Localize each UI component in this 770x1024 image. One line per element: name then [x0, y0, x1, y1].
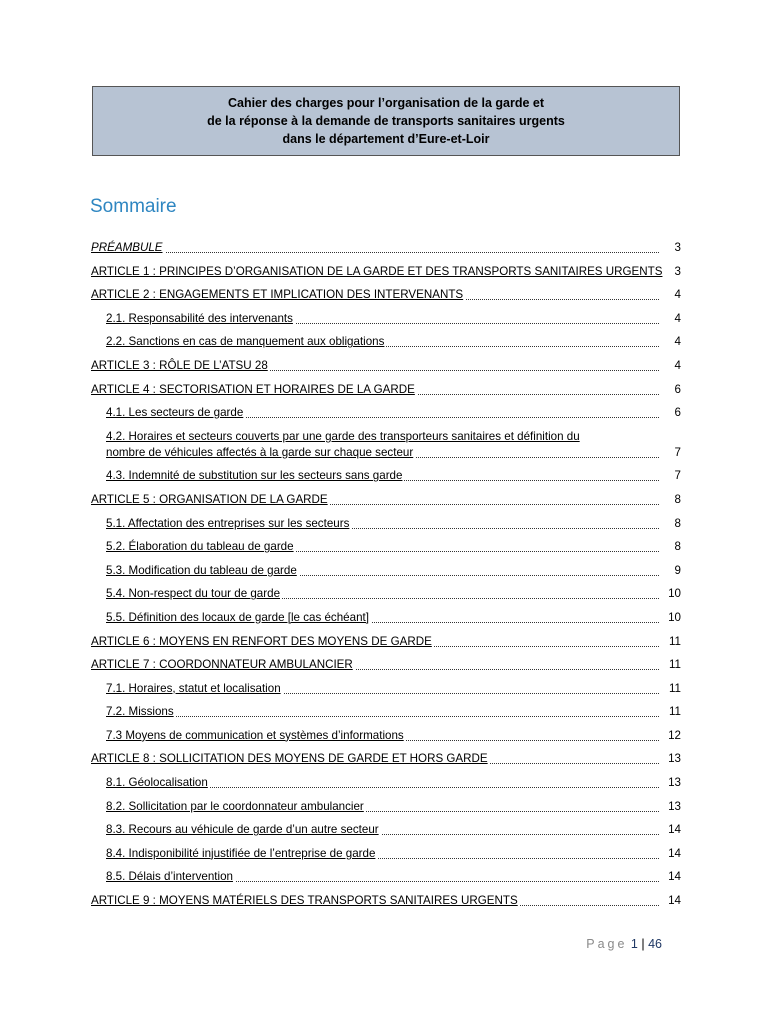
toc-entry-label[interactable]: ARTICLE 8 : SOLLICITATION DES MOYENS DE GARDE ET HORS GARDE: [91, 752, 488, 766]
title-line-3: dans le département d’Eure-et-Loir: [282, 132, 490, 146]
toc-entry[interactable]: [91, 751, 681, 767]
toc-entry[interactable]: [91, 468, 681, 484]
toc-entry[interactable]: [91, 563, 681, 579]
toc-entry-label[interactable]: 5.2. Élaboration du tableau de garde: [106, 540, 294, 554]
toc-dot-leader: [106, 716, 659, 717]
current-page-number: 1: [630, 937, 638, 951]
page-footer: [586, 937, 662, 951]
toc-entry[interactable]: [91, 287, 681, 303]
toc-entry-label[interactable]: ARTICLE 7 : COORDONNATEUR AMBULANCIER: [91, 658, 353, 672]
toc-entry-label[interactable]: 8.1. Géolocalisation: [106, 776, 208, 790]
toc-entry-label[interactable]: 5.4. Non-respect du tour de garde: [106, 587, 281, 601]
toc-entry[interactable]: [91, 704, 681, 720]
toc-entry-label[interactable]: 7.3 Moyens de communication et systèmes d’informations: [106, 728, 404, 742]
toc-entry[interactable]: [91, 799, 681, 815]
toc-entry-page: 9: [672, 563, 681, 579]
toc-entry[interactable]: [91, 539, 681, 555]
toc-entry[interactable]: [91, 586, 681, 602]
toc-entry-page: 3: [672, 240, 681, 256]
toc-entry-page: 8: [672, 516, 681, 532]
table-of-contents: [91, 240, 681, 917]
toc-entry-label[interactable]: 8.3. Recours au véhicule de garde d’un autre secteur: [106, 823, 379, 837]
toc-entry-label[interactable]: ARTICLE 5 : ORGANISATION DE LA GARDE: [91, 492, 328, 506]
toc-entry-page: 11: [666, 657, 681, 673]
toc-entry-page: 8: [672, 492, 681, 508]
toc-entry-label[interactable]: 8.2. Sollicitation par le coordonnateur ambulancier: [106, 799, 364, 813]
toc-dot-leader: [91, 252, 659, 253]
toc-entry-label[interactable]: ARTICLE 2 : ENGAGEMENTS ET IMPLICATION DES INTERVENANTS: [91, 288, 464, 302]
toc-entry-page: 11: [666, 634, 681, 650]
page-word: Page: [586, 937, 628, 951]
toc-entry[interactable]: [91, 728, 681, 744]
toc-entry[interactable]: [91, 382, 681, 398]
toc-entry-label[interactable]: ARTICLE 4 : SECTORISATION ET HORAIRES DE LA GARDE: [91, 382, 415, 396]
toc-entry-page: 14: [665, 869, 681, 885]
document-title-box: [92, 86, 680, 156]
toc-entry[interactable]: [91, 822, 681, 838]
toc-entry[interactable]: [91, 893, 681, 909]
toc-entry-page: 6: [672, 382, 681, 398]
toc-entry-label[interactable]: 5.1. Affectation des entreprises sur les secteurs: [106, 516, 350, 530]
toc-entry[interactable]: [91, 516, 681, 532]
toc-entry-page: 13: [665, 751, 681, 767]
toc-entry-label[interactable]: 5.5. Définition des locaux de garde [le cas échéant]: [106, 610, 369, 624]
toc-entry-label[interactable]: ARTICLE 3 : RÔLE DE L’ATSU 28: [91, 358, 268, 372]
toc-entry-label[interactable]: 5.3. Modification du tableau de garde: [106, 563, 297, 577]
toc-entry-label-continued[interactable]: nombre de véhicules affectés à la garde sur chaque secteur: [106, 445, 414, 459]
toc-entry-page: 4: [672, 287, 681, 303]
toc-entry[interactable]: [91, 311, 681, 327]
toc-entry[interactable]: [91, 358, 681, 374]
title-line-1: Cahier des charges pour l’organisation de la garde et: [227, 96, 545, 110]
toc-entry-page: 11: [666, 681, 681, 697]
toc-entry-page: 3: [672, 264, 681, 280]
toc-entry-label[interactable]: 8.5. Délais d’intervention: [106, 870, 233, 884]
toc-entry-page: 13: [665, 799, 681, 815]
toc-entry[interactable]: [91, 681, 681, 697]
toc-entry[interactable]: [91, 429, 681, 461]
toc-entry-page: 7: [672, 445, 681, 461]
toc-entry-page: 10: [665, 586, 681, 602]
toc-entry[interactable]: [91, 334, 681, 350]
toc-entry[interactable]: [91, 264, 681, 280]
toc-entry-label[interactable]: 7.1. Horaires, statut et localisation: [106, 681, 281, 695]
toc-entry[interactable]: [91, 657, 681, 673]
toc-entry-page: 6: [672, 405, 681, 421]
toc-entry-label[interactable]: ARTICLE 1 : PRINCIPES D’ORGANISATION DE LA GARDE ET DES TRANSPORTS SANITAIRES URGENTS: [91, 264, 663, 278]
toc-entry-page: 13: [665, 775, 681, 791]
toc-entry-page: 4: [672, 334, 681, 350]
toc-entry-page: 7: [672, 468, 681, 484]
toc-entry[interactable]: [91, 775, 681, 791]
toc-entry-label[interactable]: PRÉAMBULE: [91, 241, 163, 254]
toc-entry-page: 8: [672, 539, 681, 555]
toc-entry[interactable]: [91, 405, 681, 421]
toc-entry[interactable]: [91, 846, 681, 862]
toc-entry-page: 12: [665, 728, 681, 744]
toc-entry-label[interactable]: 4.2. Horaires et secteurs couverts par une garde des transporteurs sanitaires et définition du: [106, 429, 580, 443]
title-line-2: de la réponse à la demande de transports sanitaires urgents: [207, 114, 565, 128]
toc-entry-label[interactable]: 4.1. Les secteurs de garde: [106, 406, 244, 420]
toc-entry-label[interactable]: 8.4. Indisponibilité injustifiée de l’entreprise de garde: [106, 846, 376, 860]
page-separator: |: [641, 937, 645, 951]
toc-entry-label[interactable]: 7.2. Missions: [106, 705, 174, 719]
toc-entry-label[interactable]: 2.1. Responsabilité des intervenants: [106, 311, 293, 325]
toc-entry-page: 14: [665, 893, 681, 909]
toc-entry-page: 14: [665, 822, 681, 838]
toc-entry-label[interactable]: ARTICLE 6 : MOYENS EN RENFORT DES MOYENS DE GARDE: [91, 634, 432, 648]
toc-entry-page: 11: [666, 704, 681, 720]
toc-entry-page: 4: [672, 311, 681, 327]
toc-entry[interactable]: [91, 869, 681, 885]
total-pages: 46: [648, 937, 662, 951]
toc-entry-label[interactable]: ARTICLE 9 : MOYENS MATÉRIELS DES TRANSPORTS SANITAIRES URGENTS: [91, 894, 518, 908]
toc-entry[interactable]: [91, 634, 681, 650]
toc-entry[interactable]: [91, 492, 681, 508]
toc-entry-label[interactable]: 2.2. Sanctions en cas de manquement aux obligations: [106, 335, 385, 349]
toc-entry-page: 14: [665, 846, 681, 862]
toc-heading: Sommaire: [90, 196, 177, 217]
toc-entry[interactable]: [91, 610, 681, 626]
toc-entry[interactable]: [91, 240, 681, 256]
toc-entry-page: 10: [665, 610, 681, 626]
toc-entry-label[interactable]: 4.3. Indemnité de substitution sur les secteurs sans garde: [106, 469, 403, 483]
toc-entry-page: 4: [672, 358, 681, 374]
